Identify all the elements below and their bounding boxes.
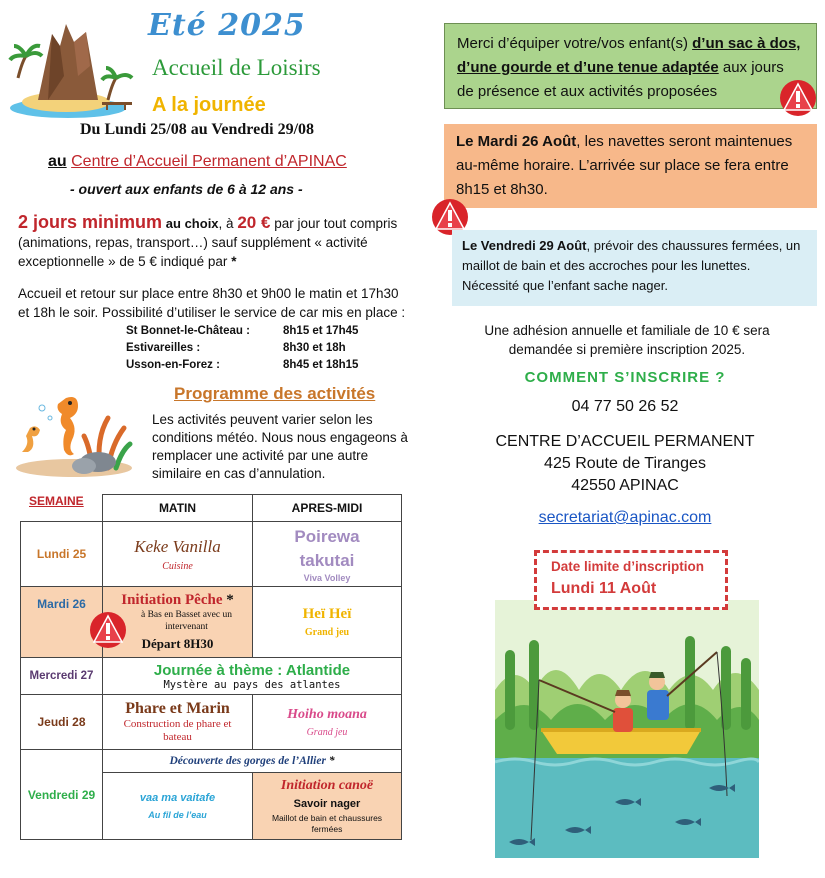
equip-pre: Merci d’équiper votre/vos enfant(s) bbox=[457, 35, 688, 52]
activity-subtitle: Cuisine bbox=[162, 560, 193, 572]
address-line: 425 Route de Tiranges bbox=[544, 455, 706, 472]
island-illustration bbox=[8, 16, 136, 120]
activity-subtitle: Grand jeu bbox=[304, 627, 350, 638]
stop-place: Usson-en-Forez : bbox=[126, 359, 220, 371]
centre-prefix: au bbox=[48, 153, 67, 170]
bus-stops bbox=[126, 323, 406, 374]
warning-icon bbox=[778, 78, 818, 118]
page-title: Eté 2025 bbox=[148, 8, 306, 43]
activity-title: vaa ma vaitafe bbox=[139, 792, 216, 804]
col-header-week: SEMAINE bbox=[29, 494, 84, 508]
tuesday-text: , les navettes seront maintenues au-même horaire. L’arrivée sur place se fera entre 8h15 et 8h30. bbox=[456, 133, 793, 198]
activity-title bbox=[169, 755, 334, 767]
programme-title: Programme des activités bbox=[174, 384, 376, 403]
monday-morning bbox=[102, 521, 253, 587]
friday-bold: Le Vendredi 29 Août bbox=[462, 238, 587, 253]
centre-line bbox=[48, 153, 347, 171]
activity-title-text: Découverte des gorges de l’Allier bbox=[169, 755, 326, 767]
activity-title-text: Initiation Pêche bbox=[121, 592, 223, 608]
stop-place: St Bonnet-le-Château : bbox=[126, 325, 250, 337]
thursday-morning bbox=[102, 694, 253, 750]
activity-subtitle: Au fil de l’eau bbox=[148, 810, 207, 820]
address-line: 42550 APINAC bbox=[571, 477, 679, 494]
thursday-afternoon bbox=[252, 694, 402, 750]
friday-top-activity bbox=[102, 749, 402, 773]
activity-title: Initiation canoë bbox=[280, 777, 374, 793]
activity-note: Maillot de bain et chaussures fermées bbox=[271, 812, 383, 834]
tuesday-afternoon bbox=[252, 586, 402, 658]
programme-text: Les activités peuvent varier selon les conditions météo. Nous nous engageons à remplacer une activité par une autre similaire en cas d’annulation. bbox=[152, 412, 408, 481]
monday-afternoon bbox=[252, 521, 402, 587]
dates: Du Lundi 25/08 au Vendredi 29/08 bbox=[80, 121, 315, 138]
warning-icon bbox=[88, 610, 128, 650]
price: 20 € bbox=[237, 213, 271, 232]
centre-name: Centre d’Accueil Permanent d’APINAC bbox=[71, 153, 347, 170]
price-prefix: , à bbox=[218, 216, 234, 231]
friday-text: , prévoir des chaussures fermées, un maillot de bain et des accroches pour les lunettes. Nécessité que l’enfant sache nager. bbox=[462, 238, 801, 293]
stop-times: 8h15 et 17h45 bbox=[283, 325, 359, 337]
pricing-paragraph bbox=[18, 213, 406, 271]
activity-subtitle: Mystère au pays des atlantes bbox=[163, 678, 341, 691]
activity-subtitle: Construction de phare et bateau bbox=[123, 718, 232, 743]
registration-title: COMMENT S’INSCRIRE ? bbox=[524, 369, 726, 386]
star-marker: * bbox=[226, 592, 234, 608]
equip-bold: d’un sac à dos, d’une gourde et d’une tenue adaptée bbox=[457, 35, 801, 76]
activity-table bbox=[20, 494, 402, 840]
bus-stop-row bbox=[126, 340, 406, 357]
bus-stop-row bbox=[126, 357, 406, 374]
activity-title: Journée à thème : Atlantide bbox=[153, 661, 351, 679]
seahorse-illustration bbox=[12, 388, 134, 478]
stop-place: Estivareilles : bbox=[126, 342, 201, 354]
friday-afternoon bbox=[252, 772, 402, 840]
phone-number[interactable]: 04 77 50 26 52 bbox=[571, 398, 679, 415]
activity-title bbox=[121, 592, 234, 609]
address-block bbox=[430, 431, 820, 497]
departure-time: Départ 8H30 bbox=[141, 636, 214, 651]
day-monday: Lundi 25 bbox=[20, 521, 103, 587]
stop-times: 8h45 et 18h15 bbox=[283, 359, 359, 371]
tagline: A la journée bbox=[152, 94, 266, 116]
transport-text: Accueil et retour sur place entre 8h30 et 9h00 le matin et 17h30 et 18h le soir. Possibilité d’utiliser le service de car mis en place : bbox=[18, 286, 406, 320]
activity-title: Phare et Marin bbox=[125, 700, 230, 717]
stop-times: 8h30 et 18h bbox=[283, 342, 346, 354]
au-choix: au choix bbox=[165, 216, 219, 231]
email-link[interactable]: secretariat@apinac.com bbox=[538, 509, 712, 526]
deadline-box bbox=[534, 550, 728, 610]
equip-post: aux jours de présence et aux activités proposées bbox=[457, 59, 784, 100]
deadline-date: Lundi 11 Août bbox=[551, 580, 657, 597]
col-header-morning: MATIN bbox=[102, 494, 253, 522]
bus-stop-row bbox=[126, 323, 406, 340]
activity-title: Keke Vanilla bbox=[134, 536, 221, 556]
minimum-days: 2 jours minimum bbox=[18, 212, 163, 232]
star-marker: * bbox=[328, 755, 335, 767]
day-thursday: Jeudi 28 bbox=[20, 694, 103, 750]
activity-title: Heï Heï bbox=[302, 606, 352, 622]
activity-subtitle: à Bas en Basset avec un intervenant bbox=[140, 610, 232, 632]
tuesday-notice bbox=[444, 124, 817, 208]
equipment-notice bbox=[444, 23, 817, 109]
activity-subtitle: Viva Volley bbox=[303, 573, 351, 583]
pricing-text: par jour tout compris (animations, repas, transport…) sauf supplément « activité exceptionnelle » de 5 € indiqué par bbox=[18, 216, 398, 269]
activity-subtitle: Savoir nager bbox=[293, 797, 361, 810]
activity-title: Hoiho moana bbox=[287, 706, 367, 722]
age-range: - ouvert aux enfants de 6 à 12 ans - bbox=[70, 181, 303, 197]
address-line: CENTRE D’ACCUEIL PERMANENT bbox=[495, 433, 755, 450]
day-friday: Vendredi 29 bbox=[20, 749, 103, 840]
tuesday-bold: Le Mardi 26 Août bbox=[456, 133, 577, 150]
day-tuesday: Mardi 26 bbox=[20, 586, 103, 658]
membership-fee: Une adhésion annuelle et familiale de 10 € sera demandée si première inscription 2025. bbox=[484, 323, 770, 357]
friday-notice bbox=[452, 230, 817, 306]
activity-subtitle: Grand jeu bbox=[306, 726, 348, 738]
activity-title: Poirewa takutai bbox=[294, 527, 360, 570]
deadline-label: Date limite d’inscription bbox=[551, 559, 705, 574]
friday-morning bbox=[102, 772, 253, 840]
col-header-afternoon: APRES-MIDI bbox=[252, 494, 402, 522]
subtitle: Accueil de Loisirs bbox=[152, 55, 321, 80]
star-marker: * bbox=[231, 254, 237, 269]
day-wednesday: Mercredi 27 bbox=[20, 657, 103, 695]
wednesday-allday bbox=[102, 657, 402, 695]
